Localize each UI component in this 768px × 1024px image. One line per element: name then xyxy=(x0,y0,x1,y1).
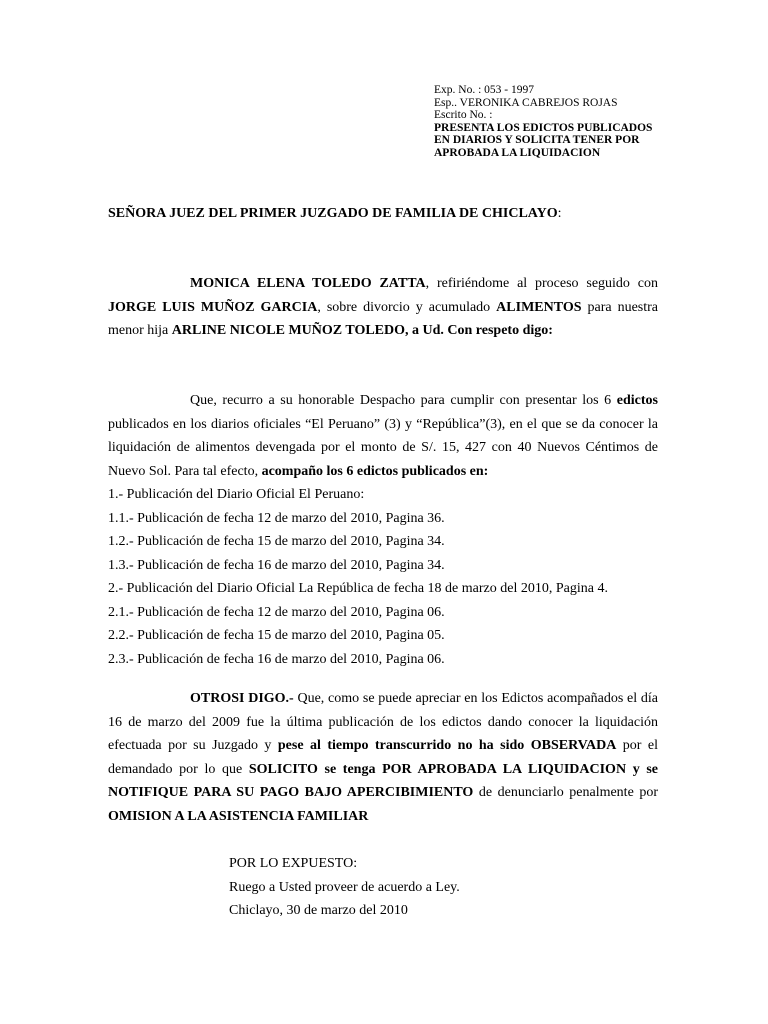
list-item: 1.- Publicación del Diario Oficial El Peruano: xyxy=(108,487,365,502)
case-number: Exp. No. : 053 - 1997 xyxy=(434,84,534,96)
plaintiff-name: MONICA ELENA TOLEDO ZATTA xyxy=(190,276,426,291)
filing-number: Escrito No. : xyxy=(434,109,493,121)
addressee-text: SEÑORA JUEZ DEL PRIMER JUZGADO DE FAMILIA DE CHICLAYO xyxy=(108,206,558,221)
list-item: 2.- Publicación del Diario Oficial La República de fecha 18 de marzo del 2010, Pagina 4. xyxy=(108,581,608,596)
minor-name: ARLINE NICOLE MUÑOZ TOLEDO, a Ud. Con respeto digo: xyxy=(171,323,553,338)
clerk-name: Esp.. VERONIKA CABREJOS ROJAS xyxy=(434,96,618,109)
list-item: 1.2.- Publicación de fecha 15 de marzo del 2010, Pagina 34. xyxy=(108,534,445,549)
subject-line-3: APROBADA LA LIQUIDACION xyxy=(434,146,601,159)
list-item: 2.2.- Publicación de fecha 15 de marzo del 2010, Pagina 05. xyxy=(108,628,445,643)
otrosi-label: OTROSI DIGO.- xyxy=(190,691,294,706)
closing-line: POR LO EXPUESTO: xyxy=(229,856,358,871)
list-item: 1.1.- Publicación de fecha 12 de marzo del 2010, Pagina 36. xyxy=(108,510,445,526)
closing-line: Ruego a Usted proveer de acuerdo a Ley. xyxy=(229,879,460,895)
list-item: 1.3.- Publicación de fecha 16 de marzo del 2010, Pagina 34. xyxy=(108,557,445,573)
addressee-colon: : xyxy=(557,206,562,221)
intro-paragraph: MONICA ELENA TOLEDO ZATTA, refiriéndome al proceso seguido con JORGE LUIS MUÑOZ GARCIA, sobre divorcio y acumulado ALIMENTOS para nuestra menor hija ARLINE NICOLE MUÑOZ TOLEDO, a Ud. Con respeto digo: xyxy=(108,276,658,338)
closing-block xyxy=(229,852,460,923)
publications-list xyxy=(108,483,668,671)
list-item: 2.1.- Publicación de fecha 12 de marzo del 2010, Pagina 06. xyxy=(108,604,445,620)
addressee xyxy=(108,206,562,222)
subject-line-2: EN DIARIOS Y SOLICITA TENER POR xyxy=(434,134,640,146)
otrosi-paragraph: OTROSI DIGO.- Que, como se puede apreciar en los Edictos acompañados el día 16 de marzo del 2009 fue la última publicación de los edictos dando conocer la liquidación efectuada por su Juzgado y pese al tiempo transcurrido no ha sido OBSERVADA por el demandado por lo que SOLICITO se tenga POR APROBADA LA LIQUIDACION y se NOTIFIQUE PARA SU PAGO BAJO APERCIBIMIENTO de denunciarlo penalmente por OMISION A LA ASISTENCIA FAMILIAR xyxy=(108,691,658,824)
list-item: 2.3.- Publicación de fecha 16 de marzo del 2010, Pagina 06. xyxy=(108,651,445,667)
defendant-name: JORGE LUIS MUÑOZ GARCIA xyxy=(108,299,318,315)
case-header xyxy=(434,84,734,159)
subject-line-1: PRESENTA LOS EDICTOS PUBLICADOS xyxy=(434,121,653,134)
body-paragraph: Que, recurro a su honorable Despacho para cumplir con presentar los 6 edictos publicados en los diarios oficiales “El Peruano” (3) y “República”(3), en el que se da conocer la liquidación de alimentos devengada por el monto de S/. 15, 427 con 40 Nuevos Céntimos de Nuevo Sol. Para tal efecto, acompaño los 6 edictos publicados en: xyxy=(108,393,658,479)
date-line: Chiclayo, 30 de marzo del 2010 xyxy=(229,903,408,918)
